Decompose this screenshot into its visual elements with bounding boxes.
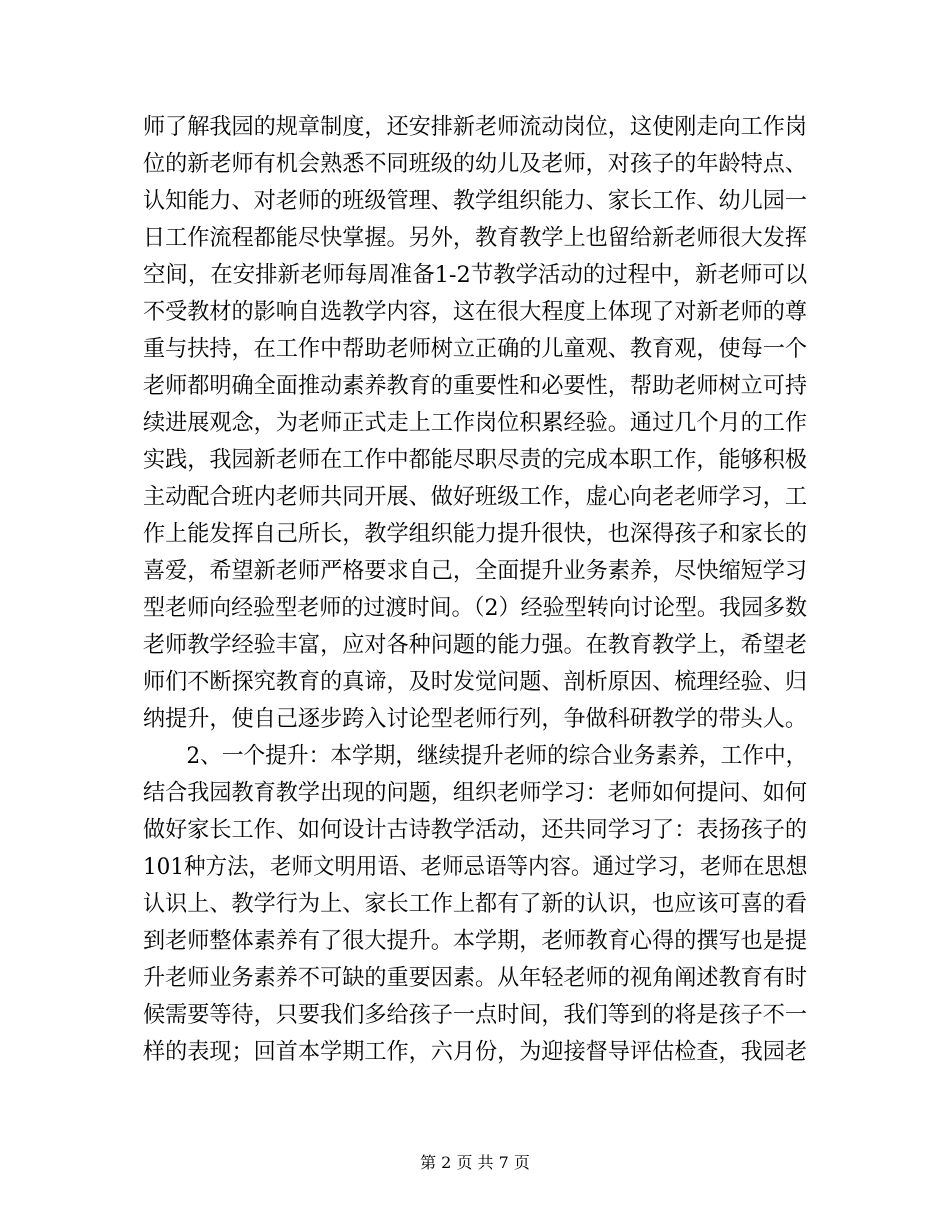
text-line: 101种方法，老师文明用语、老师忌语等内容。通过学习，老师在思想 [143,854,808,880]
text-line: 位的新老师有机会熟悉不同班级的幼儿及老师，对孩子的年龄特点、 [143,151,808,177]
text-line: 重与扶持，在工作中帮助老师树立正确的儿童观、教育观，使每一个 [143,336,808,362]
page-number-footer: 第 2 页 共 7 页 [420,1153,530,1172]
text-line: 作上能发挥自己所长，教学组织能力提升很快，也深得孩子和家长的 [143,521,808,547]
text-line: 升老师业务素养不可缺的重要因素。从年轻老师的视角阐述教育有时 [143,965,808,991]
text-line: 实践，我园新老师在工作中都能尽职尽责的完成本职工作，能够积极 [143,447,808,473]
text-line: 做好家长工作、如何设计古诗教学活动，还共同学习了：表扬孩子的 [143,817,808,843]
text-line: 认识上、教学行为上、家长工作上都有了新的认识，也应该可喜的看 [143,891,808,917]
text-line: 到老师整体素养有了很大提升。本学期，老师教育心得的撰写也是提 [143,928,808,954]
text-line: 喜爱，希望新老师严格要求自己，全面提升业务素养，尽快缩短学习 [143,558,808,584]
text-line: 纳提升，使自己逐步跨入讨论型老师行列，争做科研教学的带头人。 [143,706,808,732]
text-line: 样的表现；回首本学期工作，六月份，为迎接督导评估检查，我园老 [143,1039,808,1065]
text-line: 师了解我园的规章制度，还安排新老师流动岗位，这使刚走向工作岗 [143,114,808,140]
text-line: 认知能力、对老师的班级管理、教学组织能力、家长工作、幼儿园一 [143,188,808,214]
text-line: 候需要等待，只要我们多给孩子一点时间，我们等到的将是孩子不一 [143,1002,808,1028]
text-line: 不受教材的影响自选教学内容，这在很大程度上体现了对新老师的尊 [143,299,808,325]
text-line: 师们不断探究教育的真谛，及时发觉问题、剖析原因、梳理经验、归 [143,669,808,695]
text-line: 日工作流程都能尽快掌握。另外，教育教学上也留给新老师很大发挥 [143,225,808,251]
text-line: 老师教学经验丰富，应对各种问题的能力强。在教育教学上，希望老 [143,632,808,658]
text-line: 2、一个提升：本学期，继续提升老师的综合业务素养，工作中， [143,743,808,769]
text-line: 型老师向经验型老师的过渡时间。（2）经验型转向讨论型。我园多数 [143,595,808,621]
text-line: 结合我园教育教学出现的问题，组织老师学习：老师如何提问、如何 [143,780,808,806]
text-line: 老师都明确全面推动素养教育的重要性和必要性，帮助老师树立可持 [143,373,808,399]
text-line: 主动配合班内老师共同开展、做好班级工作，虚心向老老师学习，工 [143,484,808,510]
text-line: 空间，在安排新老师每周准备1-2节教学活动的过程中，新老师可以 [143,262,808,288]
text-line: 续进展观念，为老师正式走上工作岗位积累经验。通过几个月的工作 [143,410,808,436]
